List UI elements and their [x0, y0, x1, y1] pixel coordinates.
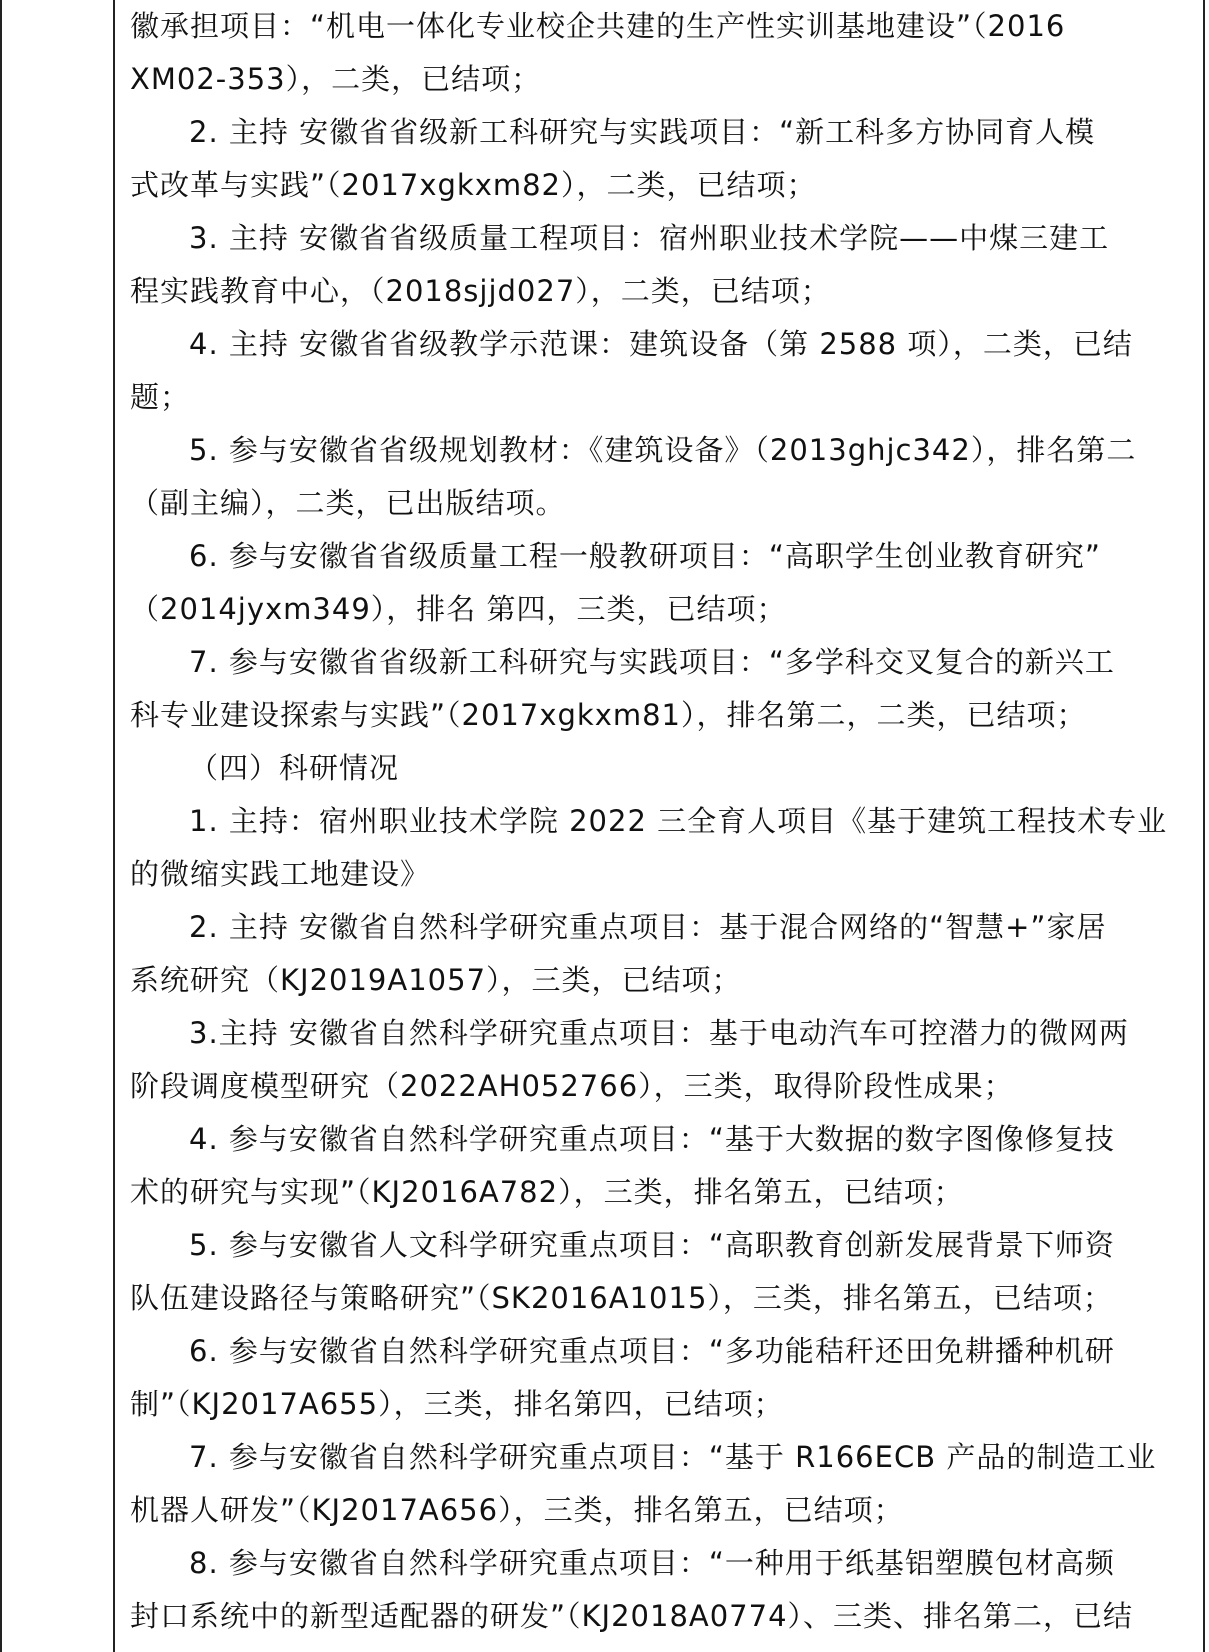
text-line: 4. 参与安徽省自然科学研究重点项目：“基于大数据的数字图像修复技: [189, 1122, 1115, 1156]
text-line: （2014jyxm349），排名 第四，三类，已结项；: [130, 592, 787, 626]
text-line: 7. 参与安徽省省级新工科研究与实践项目：“多学科交叉复合的新兴工: [189, 645, 1115, 679]
text-line: 6. 参与安徽省省级质量工程一般教研项目：“高职学生创业教育研究”: [189, 539, 1101, 573]
text-line: （副主编），二类，已出版结项。: [130, 486, 566, 520]
text-line: 封口系统中的新型适配器的研发”（KJ2018A0774）、三类、排名第二，已结: [130, 1599, 1134, 1633]
text-line: 程实践教育中心，（2018sjjd027），二类，已结项；: [130, 274, 831, 308]
text-line: 的微缩实践工地建设》: [130, 857, 431, 891]
text-line: 6. 参与安徽省自然科学研究重点项目：“多功能秸秆还田免耕播种机研: [189, 1334, 1115, 1368]
text-line: 2. 主持 安徽省自然科学研究重点项目：基于混合网络的“智慧+”家居: [189, 910, 1107, 944]
text-line: 科专业建设探索与实践”（2017xgkxm81），排名第二，二类，已结项；: [130, 698, 1087, 732]
text-line: 1. 主持：宿州职业技术学院 2022 三全育人项目《基于建筑工程技术专业: [189, 804, 1168, 838]
text-line: 3.主持 安徽省自然科学研究重点项目：基于电动汽车可控潜力的微网两: [189, 1016, 1129, 1050]
text-line: 式改革与实践”（2017xgkxm82），二类，已结项；: [130, 168, 817, 202]
text-line: 阶段调度模型研究（2022AH052766），三类，取得阶段性成果；: [130, 1069, 1014, 1103]
text-line: 制”（KJ2017A655），三类，排名第四，已结项；: [130, 1387, 784, 1421]
table-cell-content: [130, 0, 1192, 1643]
text-line: 术的研究与实现”（KJ2016A782），三类，排名第五，已结项；: [130, 1175, 964, 1209]
text-line: 队伍建设路径与策略研究”（SK2016A1015），三类，排名第五，已结项；: [130, 1281, 1113, 1315]
text-line: 徽承担项目：“机电一体化专业校企共建的生产性实训基地建设”（2016: [130, 9, 1066, 43]
text-line: 8. 参与安徽省自然科学研究重点项目：“一种用于纸基铝塑膜包材高频: [189, 1546, 1115, 1580]
table-border-right: [1203, 0, 1205, 1652]
text-line: 3. 主持 安徽省省级质量工程项目：宿州职业技术学院——中煤三建工: [189, 221, 1110, 255]
text-line: 2. 主持 安徽省省级新工科研究与实践项目：“新工科多方协同育人模: [189, 115, 1096, 149]
table-border-middle: [113, 0, 115, 1652]
table-border-left: [0, 0, 2, 1652]
text-line: 机器人研发”（KJ2017A656），三类，排名第五，已结项；: [130, 1493, 904, 1527]
text-line: 5. 参与安徽省省级规划教材：《建筑设备》（2013ghjc342），排名第二: [189, 433, 1137, 467]
text-line: 5. 参与安徽省人文科学研究重点项目：“高职教育创新发展背景下师资: [189, 1228, 1115, 1262]
text-line: 题；: [130, 380, 191, 414]
text-line: 系统研究（KJ2019A1057），三类，已结项；: [130, 963, 742, 997]
text-line: XM02-353），二类，已结项；: [130, 62, 542, 96]
text-line: 4. 主持 安徽省省级教学示范课：建筑设备（第 2588 项），二类，已结: [189, 327, 1133, 361]
text-line: 7. 参与安徽省自然科学研究重点项目：“基于 R166ECB 产品的制造工业: [189, 1440, 1157, 1474]
section-heading: （四）科研情况: [189, 751, 400, 785]
